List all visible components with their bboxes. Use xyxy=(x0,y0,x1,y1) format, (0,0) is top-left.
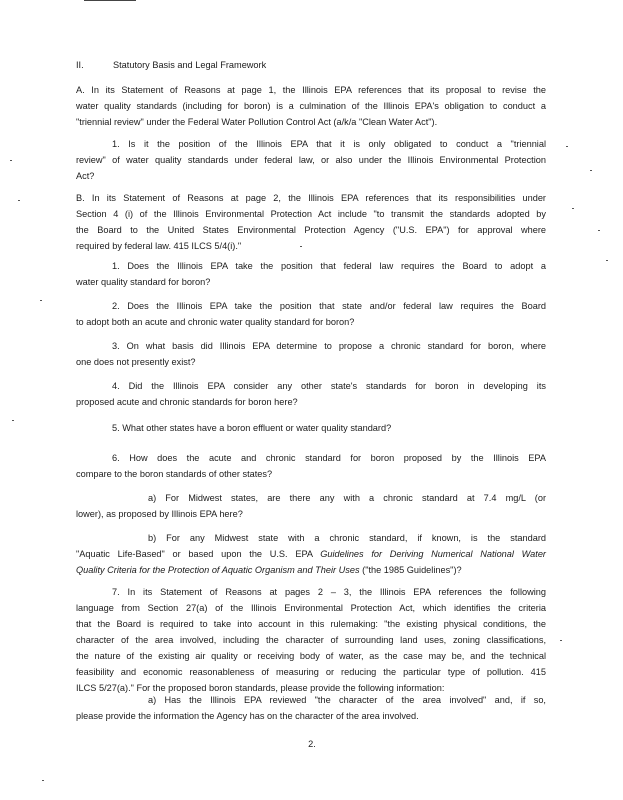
text-line: language from Section 27(a) of the Illinois Environmental Protection Act, which identifies the criteria xyxy=(76,603,546,613)
header-rule xyxy=(84,0,136,1)
scan-speck xyxy=(590,170,592,171)
scan-speck xyxy=(572,208,574,209)
text-line: "triennial review" under the Federal Water Pollution Control Act (a/k/a "Clean Water Act"). xyxy=(76,117,438,127)
text-line: proposed acute and chronic standards for boron here? xyxy=(76,397,298,407)
text-line: 1. Does the Illinois EPA take the position that federal law requires the Board to adopt a xyxy=(112,261,546,271)
text-line: the nature of the existing air quality or receiving body of water, as the case may be, and the technical xyxy=(76,651,546,661)
text-line: Section 4 (i) of the Illinois Environmental Protection Act include "to transmit the standards adopted by xyxy=(76,209,546,219)
question-b7a xyxy=(76,692,546,724)
text-line: 3. On what basis did Illinois EPA determine to propose a chronic standard for boron, where xyxy=(112,341,546,351)
question-b3 xyxy=(76,338,546,370)
scan-speck xyxy=(606,260,608,261)
text-line: a) For Midwest states, are there any with a chronic standard at 7.4 mg/L (or xyxy=(148,493,546,503)
text-line: character of the area involved, including the character of surrounding land uses, zoning classifications, xyxy=(76,635,546,645)
text-line xyxy=(76,562,546,578)
paragraph-a xyxy=(76,82,546,130)
text-line: water quality standards (including for boron) is a culmination of the Illinois EPA's obligation to conduct a xyxy=(76,101,546,111)
guidelines-title: Guidelines for Deriving Numerical National Water xyxy=(320,549,546,559)
section-title: Statutory Basis and Legal Framework xyxy=(113,60,267,70)
scan-speck xyxy=(18,200,20,201)
section-heading xyxy=(76,57,266,73)
scan-speck xyxy=(10,160,12,161)
text-run: ("the 1985 Guidelines")? xyxy=(359,565,462,575)
text-line: 6. How does the acute and chronic standard for boron proposed by the Illinois EPA xyxy=(112,453,546,463)
text-line: lower), as proposed by Illinois EPA here? xyxy=(76,509,243,519)
text-line: compare to the boron standards of other states? xyxy=(76,469,273,479)
text-line: Act? xyxy=(76,171,95,181)
text-line: please provide the information the Agency has on the character of the area involved. xyxy=(76,711,419,721)
scan-speck xyxy=(40,300,42,301)
text-line: review" of water quality standards under federal law, or also under the Illinois Environmental Protection xyxy=(76,155,546,165)
section-number: II. xyxy=(76,60,84,70)
guidelines-title-cont: Quality Criteria for the Protection of Aquatic Organism and Their Uses xyxy=(76,565,360,575)
scan-speck xyxy=(560,640,562,641)
text-line xyxy=(76,546,546,562)
text-line: a) Has the Illinois EPA reviewed "the character of the area involved" and, if so, xyxy=(148,695,546,705)
paragraph-b xyxy=(76,190,546,254)
page-number: 2. xyxy=(308,739,316,749)
text-line: A. In its Statement of Reasons at page 1, the Illinois EPA references that its proposal to revise the xyxy=(76,85,546,95)
text-line: water quality standard for boron? xyxy=(76,277,211,287)
question-a1 xyxy=(76,136,546,184)
question-b4 xyxy=(76,378,546,410)
text-line: the Board to the United States Environmental Protection Agency ("U.S. EPA") for approval where xyxy=(76,225,546,235)
text-line: 1. Is it the position of the Illinois EPA that it is only obligated to conduct a "triennial xyxy=(112,139,546,149)
scan-speck xyxy=(598,230,600,231)
text-line: 2. Does the Illinois EPA take the position that state and/or federal law requires the Board xyxy=(112,301,546,311)
question-b7 xyxy=(76,584,546,696)
question-b2 xyxy=(76,298,546,330)
text-line: feasibility and economic reasonableness of measuring or reducing the particular type of pollution. 415 xyxy=(76,667,546,677)
question-b6a xyxy=(76,490,546,522)
question-b1 xyxy=(76,258,546,290)
question-b6 xyxy=(76,450,546,482)
text-line: one does not presently exist? xyxy=(76,357,196,367)
scan-speck xyxy=(300,246,302,247)
text-line: required by federal law. 415 ILCS 5/4(i)." xyxy=(76,241,242,251)
text-line: ILCS 5/27(a)." For the proposed boron standards, please provide the following information: xyxy=(76,683,445,693)
scan-speck xyxy=(42,780,44,781)
text-line: to adopt both an acute and chronic water quality standard for boron? xyxy=(76,317,355,327)
question-b5 xyxy=(76,420,546,436)
scan-speck xyxy=(566,146,568,147)
text-line: b) For any Midwest state with a chronic standard, if known, is the standard xyxy=(148,533,546,543)
text-line: 5. What other states have a boron effluent or water quality standard? xyxy=(112,423,392,433)
text-line: that the Board is required to take into account in this rulemaking: "the existing physical conditions, the xyxy=(76,619,546,629)
scan-speck xyxy=(12,420,14,421)
text-line: B. In its Statement of Reasons at page 2, the Illinois EPA references that its responsibilities under xyxy=(76,193,546,203)
text-run: "Aquatic Life-Based" or based upon the U.S. EPA xyxy=(76,549,321,559)
text-line: 4. Did the Illinois EPA consider any other state's standards for boron in developing its xyxy=(112,381,546,391)
question-b6b xyxy=(76,530,546,578)
text-line: 7. In its Statement of Reasons at pages 2 – 3, the Illinois EPA references the following xyxy=(112,587,546,597)
